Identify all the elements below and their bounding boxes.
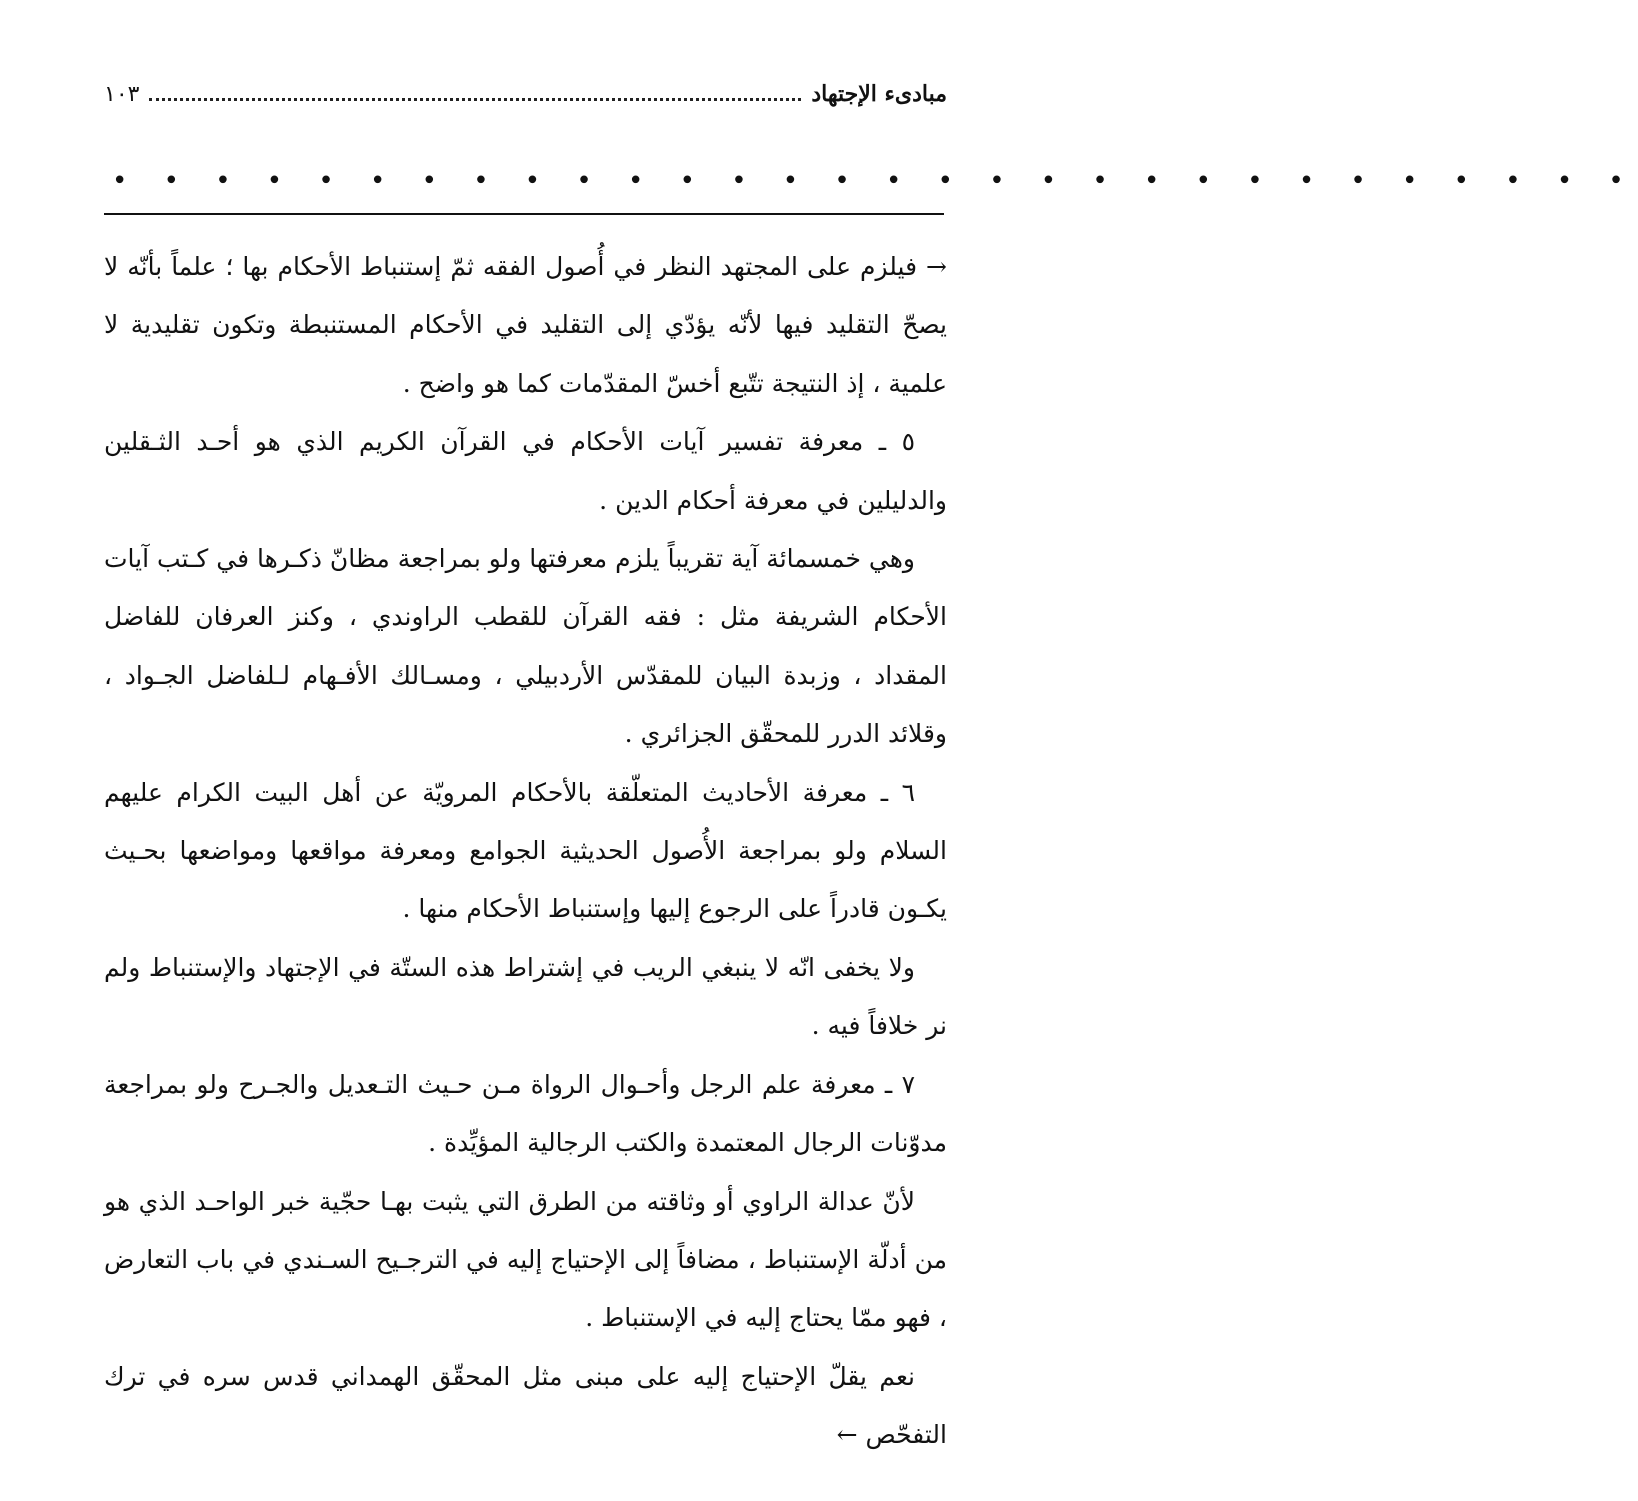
horizontal-rule [104, 213, 944, 215]
separator-dots: • • • • • • • • • • • • • • • • • • • • • • • • • • • • • • [112, 166, 1638, 196]
paragraph-item-7: ٧ ـ معرفة علم الرجل وأحـوال الرواة مـن حـيث التـعديل والجـرح ولو بمراجعة مدوّنات الرجال المعتمدة والكتب الرجالية المؤيِّدة . [104, 1069, 947, 1158]
paragraph-narrator-reliability: لأنّ عدالة الراوي أو وثاقته من الطرق التي يثبت بهـا حجّية خبر الواحـد الذي هو من أدلّة الإستنباط ، مضافاً إلى الإحتياج إليه في الترجـيح السـندي في باب التعارض ، فهو ممّا يحتاج إليه في الإستنباط . [104, 1186, 947, 1333]
paragraph-item-5: ٥ ـ معرفة تفسير آيات الأحكام في القرآن الكريم الذي هو أحـد الثـقلين والدليلين في معرفة أحكام الدين . [104, 427, 947, 515]
running-header [104, 76, 947, 112]
header-title: مبادىء الإجتهاد [811, 81, 947, 107]
body-text [104, 238, 947, 1465]
paragraph-six-conditions: ولا يخفى انّه لا ينبغي الريب في إشتراط هذه الستّة في الإجتهاد والإستنباط ولم نر خلافاً فيه . [104, 952, 947, 1041]
paragraph-quran-books: وهي خمسمائة آية تقريباً يلزم معرفتها ولو بمراجعة مظانّ ذكـرها في كـتب آيات الأحكام الشريفة مثل : فقه القرآن للقطب الراوندي ، وكنز العرفان للفاضل المقداد ، وزبدة البيان للمقدّس الأردبيلي ، ومسـالك الأفـهام لـلفاضل الجـواد ، وقلائد الدرر للمحقّق الجزائري . [104, 544, 947, 749]
dotted-leader [149, 88, 801, 101]
page-number: ١٠٣ [104, 81, 140, 107]
paragraph-continues-next: نعم يقلّ الإحتياج إليه على مبنى مثل المحقّق الهمداني قدس سره في ترك التفحّص ← [104, 1361, 947, 1450]
paragraph-continued: → فيلزم على المجتهد النظر في أُصول الفقه ثمّ إستنباط الأحكام بها ؛ علماً بأنّه لا يصحّ التقليد فيها لأنّه يؤدّي إلى التقليد في الأحكام المستنبطة وتكون تقليدية لا علمية ، إذ النتيجة تتّبع أخسّ المقدّمات كما هو واضح . [104, 252, 947, 398]
paragraph-item-6: ٦ ـ معرفة الأحاديث المتعلّقة بالأحكام المرويّة عن أهل البيت الكرام عليهم السلام ولو بمراجعة الأُصول الحديثية الجوامع ومعرفة مواقعها ومواضعها بحـيث يكـون قادراً على الرجوع إليها وإستنباط الأحكام منها . [104, 777, 947, 924]
